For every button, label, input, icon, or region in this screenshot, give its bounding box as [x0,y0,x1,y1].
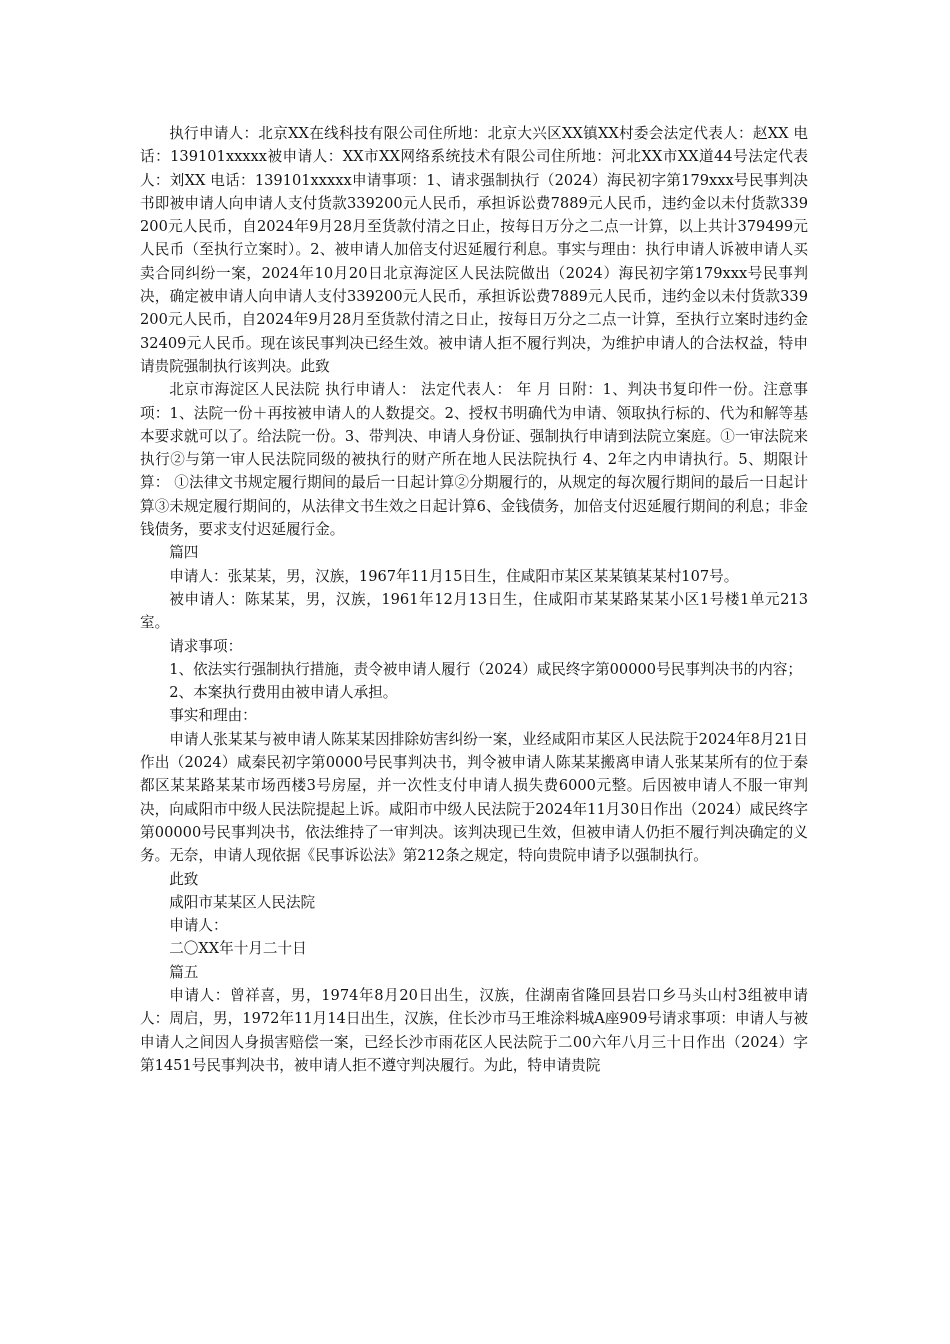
heading-facts-reasons: 事实和理由： [169,707,257,725]
paragraph-request-2: 2、本案执行费用由被申请人承担。 [169,684,398,702]
paragraph-court-and-notes: 北京市海淀区人民法院 执行申请人： 法定代表人： 年 月 日附：1、判决书复印件一份。注意事项：1、法院一份＋再按被申请人的人数提交。2、授权书明确代为申请、领取执行标的、代为和解等基本要求就可以了。给法院一份。3、带判决、申请人身份证、强制执行申请到法院立案庭。①一审法院来执行②与第一审人民法院同级的被执行的财产所在地人民法院执行 4、2年之内申请执行。5、期限计算： ①法律文书规定履行期间的最后一日起计算②分期履行的，从规定的每次履行期间的最后一日起计算③未规定履行期间的，从法律文书生效之日起计算6、金钱债务，加倍支付迟延履行期间的利息；非金钱债务，要求支付迟延履行金。 [140,381,808,539]
paragraph-part5-body: 申请人：曾祥喜，男，1974年8月20日出生，汉族，住湖南省隆回县岩口乡马头山村3组被申请人：周启，男，1972年11月14日出生，汉族，住长沙市马王堆涂料城A座909号请求事项：申请人与被申请人之间因人身损害赔偿一案，已经长沙市雨花区人民法院于二00六年八月三十日作出（2024）字第1451号民事判决书，被申请人拒不遵守判决履行。为此，特申请贵院 [140,986,808,1074]
section-heading-part4: 篇四 [169,544,199,562]
paragraph-request-1: 1、依法实行强制执行措施，责令被申请人履行（2024）咸民终字第00000号民事判决书的内容； [169,660,803,678]
paragraph-salutation: 此致 [169,870,199,888]
paragraph-court-name: 咸阳市某某区人民法院 [169,893,316,911]
paragraph-facts: 申请人张某某与被申请人陈某某因排除妨害纠纷一案，业经咸阳市某区人民法院于2024年8月21日作出（2024）咸秦民初字第0000号民事判决书，判令被申请人陈某某搬离申请人张某某所有的位于秦都区某某路某某市场西楼3号房屋，并一次性支付申请人损失费6000元整。后因被申请人不服一审判决，向咸阳市中级人民法院提起上诉。咸阳市中级人民法院于2024年11月30日作出（2024）咸民终字第00000号民事判决书，依法维持了一审判决。该判决现已生效，但被申请人仍拒不履行判决确定的义务。无奈，申请人现依据《民事诉讼法》第212条之规定，特向贵院申请予以强制执行。 [140,730,808,865]
heading-requests: 请求事项： [169,637,243,655]
section-heading-part5: 篇五 [169,963,199,981]
paragraph-date: 二〇XX年十月二十日 [169,940,307,958]
document-body [140,122,808,1077]
paragraph-execution-application: 执行申请人：北京XX在线科技有限公司住所地：北京大兴区XX镇XX村委会法定代表人：赵XX 电话：139101xxxxx被申请人：XX市XX网络系统技术有限公司住所地：河北XX市XX道44号法定代表人：刘XX 电话：139101xxxxx申请事项：1、请求强制执行（2024）海民初字第179xxx号民事判决书即被申请人向申请人支付货款339200元人民币，承担诉讼费7889元人民币，违约金以未付货款339200元人民币，自2024年9月28月至货款付清之日止，按每日万分之二点一计算，以上共计379499元人民币（至执行立案时）。2、被申请人加倍支付迟延履行利息。事实与理由：执行申请人诉被申请人买卖合同纠纷一案，2024年10月20日北京海淀区人民法院做出（2024）海民初字第179xxx号民事判决，确定被申请人向申请人支付339200元人民币，承担诉讼费7889元人民币，违约金以未付货款339200元人民币，自2024年9月28月至货款付清之日止，按每日万分之二点一计算，至执行立案时违约金32409元人民币。现在该民事判决已经生效。被申请人拒不履行判决，为维护申请人的合法权益，特申请贵院强制执行该判决。此致 [140,125,808,375]
paragraph-respondent: 被申请人：陈某某，男，汉族，1961年12月13日生，住咸阳市某某路某某小区1号楼1单元213室。 [140,590,808,632]
paragraph-applicant: 申请人：张某某，男，汉族，1967年11月15日生，住咸阳市某区某某镇某某村107号。 [169,567,739,585]
paragraph-signature-label: 申请人： [169,917,228,935]
